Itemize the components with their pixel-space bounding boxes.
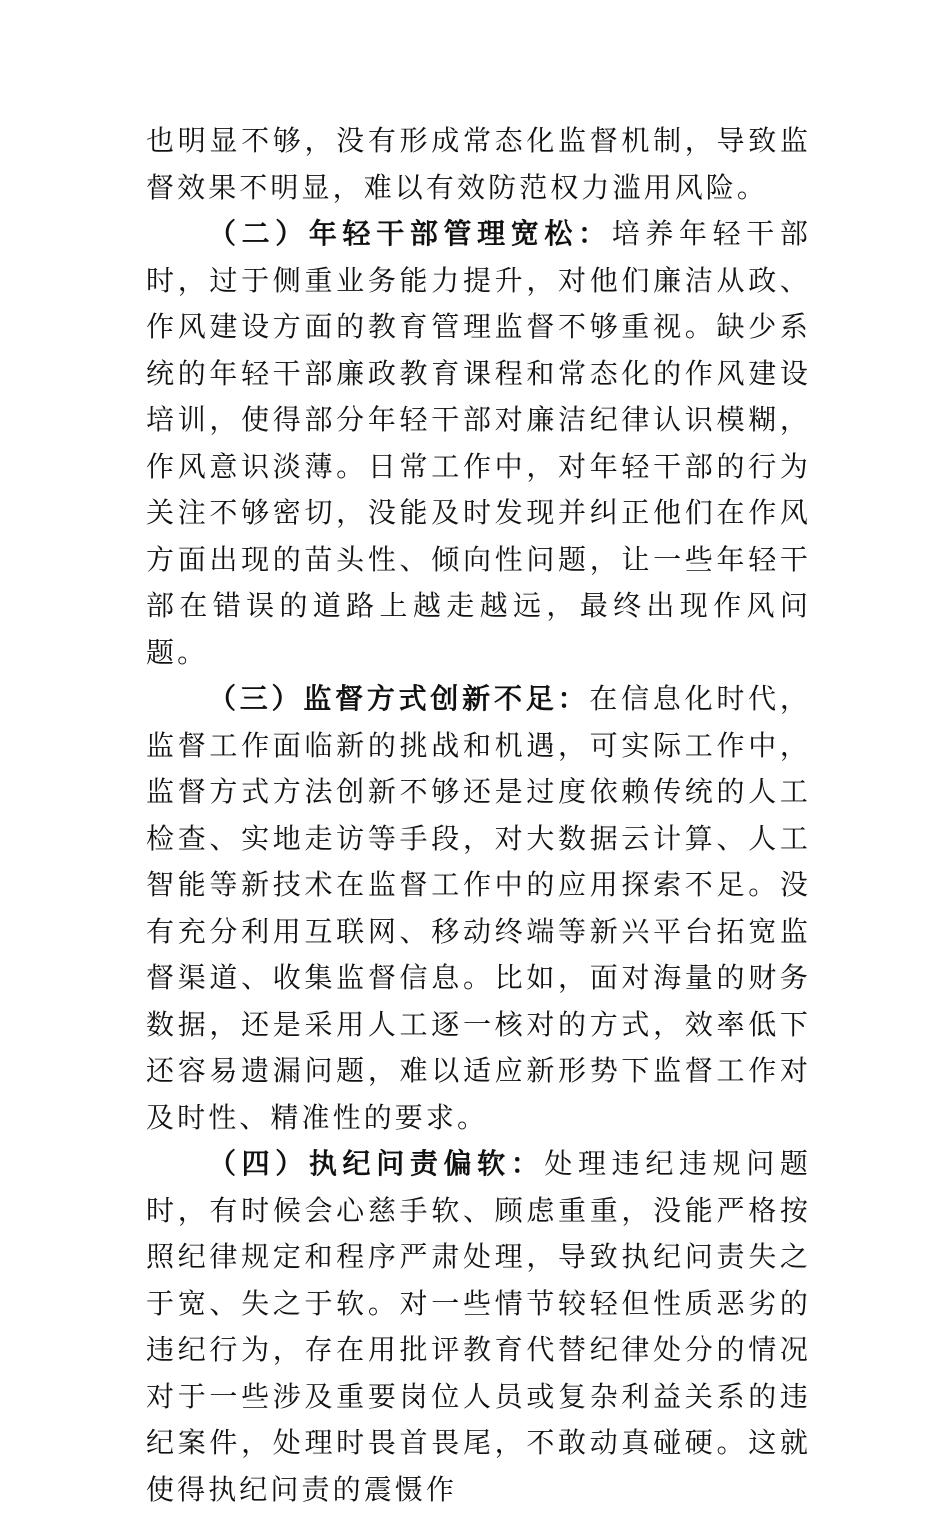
- paragraph-text: 在信息化时代，监督工作面临新的挑战和机遇，可实际工作中，监督方式方法创新不够还是过度依赖传统的人工检查、实地走访等手段，对大数据云计算、人工智能等新技术在监督工作中的应用探索不足。没有充分利用互联网、移动终端等新兴平台拓宽监督渠道、收集监督信息。比如，面对海量的财务数据，还是采用人工逐一核对的方式，效率低下还容易遗漏问题，难以适应新形势下监督工作对及时性、精准性的要求。: [146, 682, 811, 1134]
- paragraph-young-cadres: [146, 211, 811, 676]
- section-heading: （三）监督方式创新不足：: [208, 682, 590, 715]
- paragraph-continuation: [146, 118, 811, 211]
- document-body: [146, 118, 811, 1513]
- paragraph-discipline-accountability: [146, 1141, 811, 1513]
- paragraph-text: 也明显不够，没有形成常态化监督机制，导致监督效果不明显，难以有效防范权力滥用风险。: [146, 124, 811, 204]
- section-heading: （四）执纪问责偏软：: [208, 1147, 545, 1180]
- paragraph-supervision-innovation: [146, 676, 811, 1141]
- paragraph-text: 培养年轻干部时，过于侧重业务能力提升，对他们廉洁从政、作风建设方面的教育管理监督不够重视。缺少系统的年轻干部廉政教育课程和常态化的作风建设培训，使得部分年轻干部对廉洁纪律认识模糊，作风意识淡薄。日常工作中，对年轻干部的行为关注不够密切，没能及时发现并纠正他们在作风方面出现的苗头性、倾向性问题，让一些年轻干部在错误的道路上越走越远，最终出现作风问题。: [146, 217, 811, 669]
- paragraph-text: 处理违纪违规问题时，有时候会心慈手软、顾虑重重，没能严格按照纪律规定和程序严肃处理，导致执纪问责失之于宽、失之于软。对一些情节较轻但性质恶劣的违纪行为，存在用批评教育代替纪律处分的情况对于一些涉及重要岗位人员或复杂利益关系的违纪案件，处理时畏首畏尾，不敢动真碰硬。这就使得执纪问责的震慑作: [146, 1147, 811, 1506]
- section-heading: （二）年轻干部管理宽松：: [208, 217, 612, 250]
